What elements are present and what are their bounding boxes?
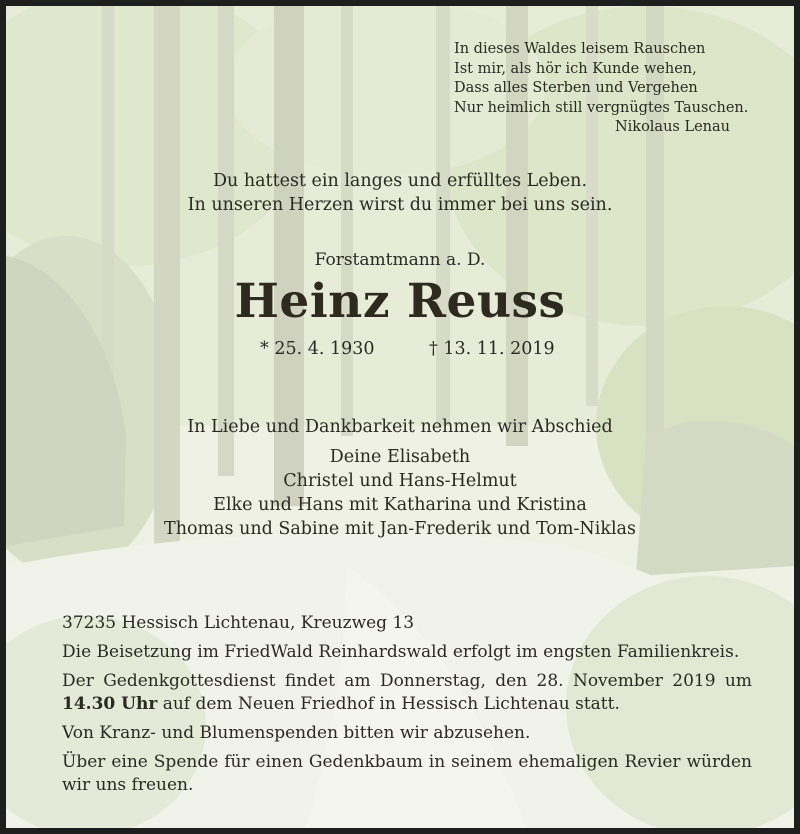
farewell-intro: In Liebe und Dankbarkeit nehmen wir Abschied <box>187 417 613 437</box>
poem-line: Dass alles Sterben und Vergehen <box>454 80 698 96</box>
poem-line: Ist mir, als hör ich Kunde wehen, <box>454 60 697 77</box>
poem <box>454 40 754 138</box>
motto <box>6 169 794 217</box>
birth-date: * 25. 4. 1930 <box>260 339 375 359</box>
mourner-name: Thomas und Sabine mit Jan-Frederik und Tom-Niklas <box>164 519 636 539</box>
address: 37235 Hessisch Lichtenau, Kreuzweg 13 <box>62 613 415 633</box>
poem-line: In dieses Waldes leisem Rauschen <box>454 41 706 57</box>
mourner-name: Deine Elisabeth <box>329 447 471 467</box>
service-text: auf dem Neuen Friedhof in Hessisch Lichtenau statt. <box>157 694 620 714</box>
flowers-request: Von Kranz- und Blumenspenden bitten wir abzusehen. <box>62 723 531 743</box>
service-info <box>62 670 752 716</box>
mourners-block <box>6 415 794 541</box>
death-date: † 13. 11. 2019 <box>429 339 555 359</box>
service-text: Der Gedenkgottesdienst findet am Donnerstag, den 28. November 2019 um <box>62 671 752 691</box>
poem-line: Nur heimlich still vergnügtes Tauschen. <box>454 99 749 116</box>
burial-info: Die Beisetzung im FriedWald Reinhardswald erfolgt im engsten Familienkreis. <box>62 642 740 662</box>
deceased-name: Heinz Reuss <box>234 274 566 329</box>
donation-info: Über eine Spende für einen Gedenkbaum in seinem ehemaligen Revier würden wir uns freuen. <box>62 752 752 795</box>
motto-line: Du hattest ein langes und erfülltes Leben. <box>212 171 588 191</box>
mourner-name: Christel und Hans-Helmut <box>283 471 517 491</box>
funeral-notice <box>62 612 752 803</box>
poem-author: Nikolaus Lenau <box>614 119 730 135</box>
motto-line: In unseren Herzen wirst du immer bei uns sein. <box>187 195 613 215</box>
mourner-name: Elke und Hans mit Katharina und Kristina <box>213 495 587 515</box>
deceased-title: Forstamtmann a. D. <box>314 250 486 270</box>
service-time: 14.30 Uhr <box>62 694 158 714</box>
